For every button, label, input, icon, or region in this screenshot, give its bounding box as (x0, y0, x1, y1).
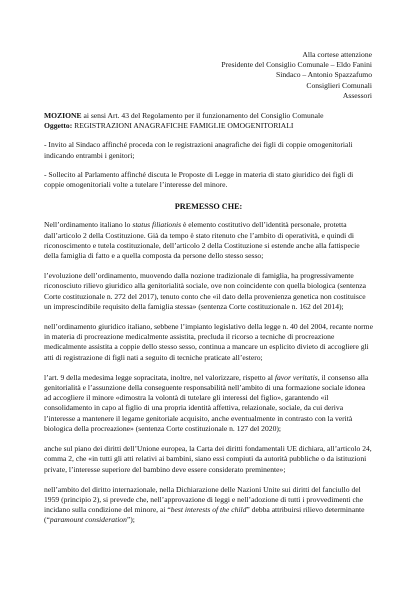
text-run: ” debba attribuirsi rilievo determinante (“ (44, 505, 365, 525)
request-item: - Invito al Sindaco affinché proceda con le registrazioni anagrafiche dei figli di coppie omogenitoriali indicando entrambi i genitori; (44, 140, 353, 160)
text-run: nell’ambito del diritto internazionale, nella Dichiarazione delle Nazioni Unite sui diritti del fanciullo del 1959 (principio 2), si prevede che, nell’approvazione di leggi e nell’adozione di tutti i provvedimenti che incidano sulla condizione del minore, ai “ (44, 484, 364, 515)
text-run: Nell’ordinamento italiano lo (44, 220, 133, 230)
motion-header (44, 111, 373, 131)
paragraph-unione-europea: anche sul piano dei diritti dell’Unione europea, la Carta dei diritti fondamentali UE dichiara, all’articolo 24, comma 2, che «in tutti gli atti relativi ai bambini, siano essi compiuti da autorità pubbliche o da istituzioni private, l’interesse superiore del bambino deve essere considerato preminente»; (44, 444, 372, 474)
paragraph-diritto-internazionale (44, 485, 373, 526)
text-run-italic: favor veritatis (274, 372, 318, 382)
recipient-line: Presidente del Consiglio Comunale – Eldo Fanini (221, 60, 372, 70)
text-run-italic: paramount consideration (49, 515, 127, 525)
subject-line (44, 121, 373, 131)
text-run: ”); (126, 515, 135, 525)
text-run: è elemento costitutivo dell’identità personale, protetta dall’articolo 2 della Costituzione. Già da tempo è stato ritenuto che l’ambito di operatività, e quindi di riconoscimento e tutela costituzionale, dell’articolo 2 della Costituzione si estende anche alla fattispecie della famiglia di fatto e a quella composta da persone dello stesso sesso; (44, 220, 360, 261)
text-run: l’art. 9 della medesima legge sopracitata, inoltre, nel valorizzare, rispetto al (44, 372, 275, 382)
subject-text: REGISTRAZIONI ANAGRAFICHE FAMIGLIE OMOGENITORIALI (72, 121, 294, 131)
recipient-line: Consiglieri Comunali (306, 80, 372, 90)
request-item: - Sollecito al Parlamento affinché discuta le Proposte di Legge in materia di stato giuridico dei figli di coppie omogenitoriali volte a tutelare l’interesse del minore. (44, 169, 354, 190)
recipient-block (44, 50, 373, 101)
recipient-line: Sindaco – Antonio Spazzafumo (276, 70, 372, 80)
paragraph-art-9 (44, 373, 373, 434)
recipient-line: Assessori (342, 90, 372, 100)
text-run-italic: best interests of the child (170, 505, 247, 515)
text-run-italic: status filiationis (132, 220, 182, 230)
paragraph-status-filiationis (44, 220, 373, 261)
recipient-line: Alla cortese attenzione (302, 50, 372, 59)
premesso-heading: PREMESSO CHE: (174, 202, 243, 212)
motion-text: ai sensi Art. 43 del Regolamento per il funzionamento del Consiglio Comunale (81, 111, 324, 121)
paragraph-evoluzione: l’evoluzione dell’ordinamento, muovendo dalla nozione tradizionale di famiglia, ha progressivamente riconosciuto rilievo giuridico alla genitorialità sociale, ove non coincidente con quella biologica (sentenza Corte costituzionale n. 272 del 2017), tenuto conto che «il dato della provenienza genetica non costituisce un imprescindibile requisito della famiglia stessa» (sentenza Corte costituzionale n. 162 del 2014); (44, 271, 366, 311)
motion-line (44, 111, 373, 121)
text-run: , il consenso alla genitorialità e l’assunzione della conseguente responsabilità nell’ambito di una formazione sociale idonea ad accogliere il minore «dimostra la volontà di tutelare gli interessi del figlio», garantendo «il consolidamento in capo al figlio di una propria identità affettiva, relazionale, sociale, da cui deriva l’interesse a mantenere il legame genitoriale acquisito, anche eventualmente in contrasto con la verità biologica della procreazione» (sentenza Corte costituzionale n. 127 del 2020); (44, 372, 369, 433)
subject-label: Oggetto: (44, 121, 73, 131)
paragraph-legge-40: nell’ordinamento giuridico italiano, sebbene l’impianto legislativo della legge n. 40 del 2004, recante norme in materia di procreazione medicalmente assistita, precluda il ricorso a tecniche di procreazione medicalmente assistita a coppie dello stesso sesso, continua a mancare un esplicito divieto di accogliere gli atti di registrazione di figli nati a seguito di tecniche praticate all’estero; (44, 322, 373, 362)
motion-label: MOZIONE (44, 111, 82, 121)
